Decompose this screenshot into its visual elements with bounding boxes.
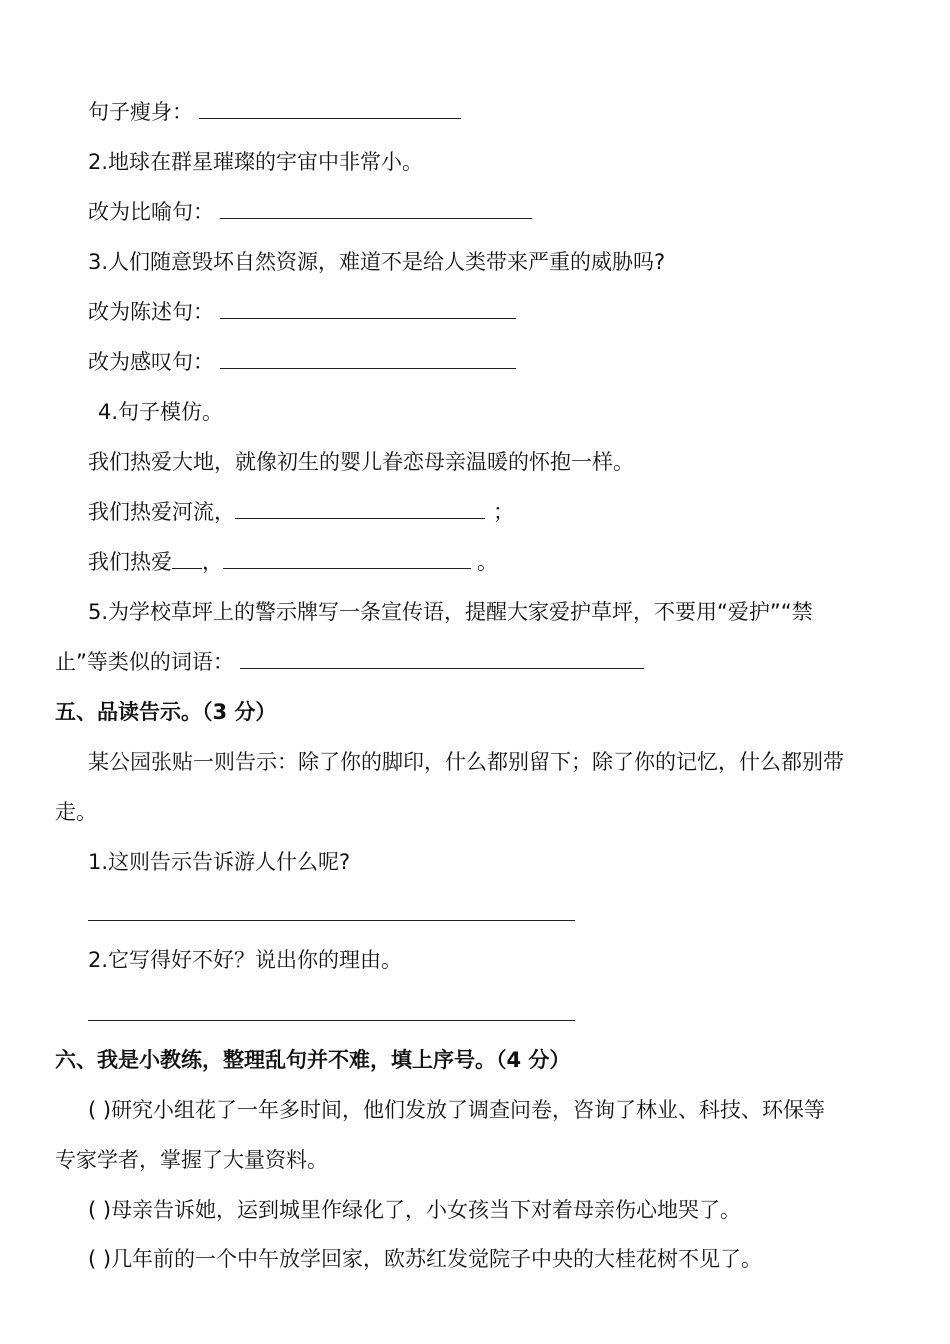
semicolon: ；	[493, 500, 514, 524]
sort-item-2	[88, 1195, 741, 1225]
notice-text: 某公园张贴一则告示：除了你的脚印，什么都别留下；除了你的记忆，什么都别带	[88, 750, 844, 774]
sort-item-1-text: 研究小组花了一年多时间，他们发放了调查问卷，咨询了林业、科技、环保等	[111, 1098, 826, 1122]
imitation-line-1	[88, 497, 514, 527]
sort-item-1	[88, 1095, 825, 1125]
question-5-1: 1.这则告示告诉游人什么呢?	[88, 850, 351, 874]
metaphor-label: 改为比喻句：	[88, 200, 214, 224]
section-6-heading: 六、我是小教练，整理乱句并不难，填上序号。（4 分）	[55, 1048, 571, 1072]
answer-line-1[interactable]	[88, 920, 575, 921]
sentence-slim-label: 句子瘦身：	[88, 100, 193, 124]
answer-blank[interactable]	[223, 550, 471, 569]
imitation-prefix-2: 我们热爱	[88, 550, 172, 574]
order-paren[interactable]: ( )	[88, 1098, 112, 1122]
question-5: 5.为学校草坪上的警示牌写一条宣传语，提醒大家爱护草坪，不要用“爱护”“禁	[88, 600, 813, 624]
sort-item-3-text: 几年前的一个中午放学回家，欧苏红发觉院子中央的大桂花树不见了。	[111, 1247, 763, 1271]
metaphor-line	[88, 197, 532, 227]
exclamatory-label: 改为感叹句：	[88, 350, 214, 374]
question-5-cont	[55, 647, 644, 677]
answer-blank[interactable]	[240, 650, 644, 669]
imitation-line-2	[88, 547, 498, 577]
declarative-line	[88, 297, 516, 327]
question-3: 3.人们随意毁坏自然资源，难道不是给人类带来严重的威胁吗?	[88, 250, 666, 274]
declarative-label: 改为陈述句：	[88, 300, 214, 324]
question-4: 4.句子模仿。	[98, 400, 224, 424]
sort-item-1-cont: 专家学者，掌握了大量资料。	[55, 1148, 328, 1172]
example-sentence: 我们热爱大地，就像初生的婴儿眷恋母亲温暖的怀抱一样。	[88, 450, 634, 474]
answer-blank[interactable]	[220, 200, 532, 219]
sort-item-3	[88, 1244, 762, 1274]
sentence-slim-line	[88, 97, 461, 127]
answer-blank[interactable]	[220, 300, 516, 319]
section-5-heading: 五、品读告示。（3 分）	[55, 700, 277, 724]
sort-item-2-text: 母亲告诉她，运到城里作绿化了，小女孩当下对着母亲伤心地哭了。	[111, 1198, 742, 1222]
period: 。	[477, 550, 498, 574]
answer-line-2[interactable]	[88, 1020, 575, 1021]
comma: ，	[202, 550, 223, 574]
exclamatory-line	[88, 347, 516, 377]
answer-blank-short[interactable]	[172, 550, 202, 569]
notice-text-cont: 走。	[55, 800, 97, 824]
answer-blank[interactable]	[220, 350, 516, 369]
order-paren[interactable]: ( )	[88, 1198, 112, 1222]
order-paren[interactable]: ( )	[88, 1247, 112, 1271]
answer-blank[interactable]	[235, 500, 485, 519]
imitation-prefix-1: 我们热爱河流，	[88, 500, 235, 524]
question-5-cont-text: 止”等类似的词语：	[55, 650, 234, 674]
answer-blank[interactable]	[199, 100, 461, 119]
question-5-2: 2.它写得好不好？说出你的理由。	[88, 948, 403, 972]
question-2: 2.地球在群星璀璨的宇宙中非常小。	[88, 150, 424, 174]
